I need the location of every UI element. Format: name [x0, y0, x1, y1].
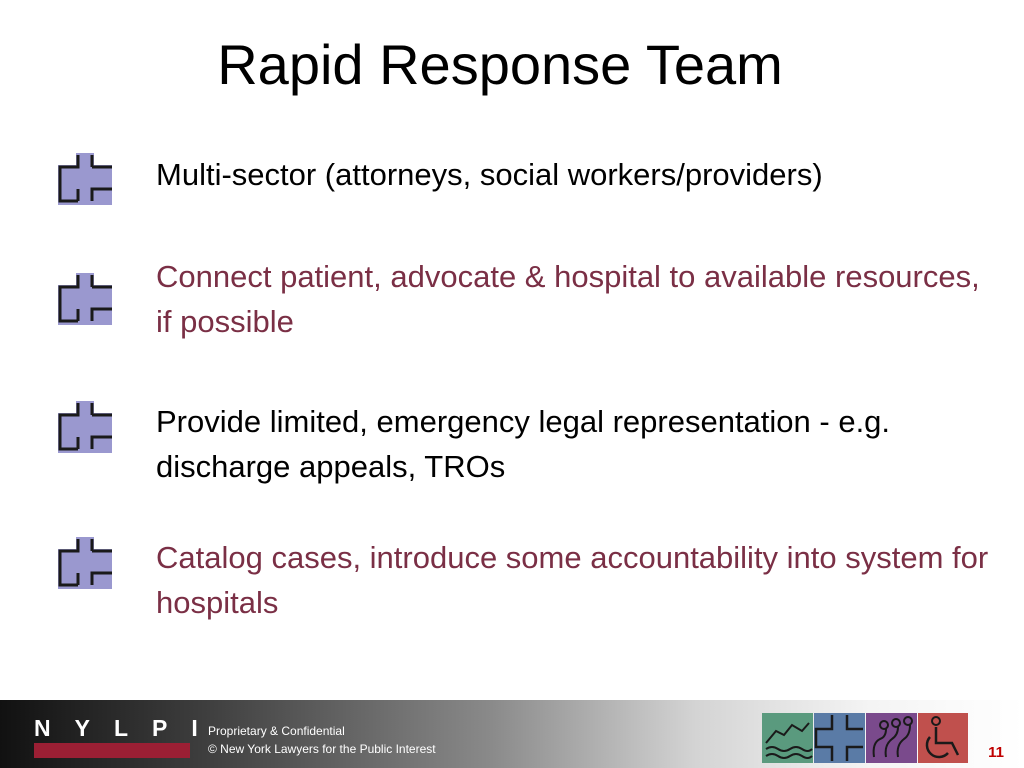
medical-cross-icon — [58, 537, 112, 589]
medical-cross-icon — [58, 153, 112, 205]
wheelchair-icon — [918, 713, 968, 763]
page-number: 11 — [988, 744, 1004, 761]
bullet-text-1: Multi-sector (attorneys, social workers/providers) — [156, 157, 823, 192]
bullet-text-4: Catalog cases, introduce some accountability into system for hospitals — [156, 540, 989, 620]
medical-cross-icon — [58, 273, 112, 325]
medical-cross-icon — [814, 713, 865, 763]
slide-title: Rapid Response Team — [217, 33, 783, 96]
nylpi-logo: NYLPI — [34, 715, 222, 741]
environment-icon — [762, 713, 813, 763]
logo-accent-bar — [34, 743, 190, 758]
community-icon — [866, 713, 917, 763]
copyright-label: © New York Lawyers for the Public Interest — [208, 742, 436, 756]
footer-icon-strip — [762, 713, 968, 763]
bullet-text-3: Provide limited, emergency legal representation - e.g. discharge appeals, TROs — [156, 404, 891, 484]
bullet-text-2: Connect patient, advocate & hospital to available resources, if possible — [156, 259, 980, 339]
medical-cross-icon — [58, 401, 112, 453]
confidential-label: Proprietary & Confidential — [208, 724, 345, 738]
